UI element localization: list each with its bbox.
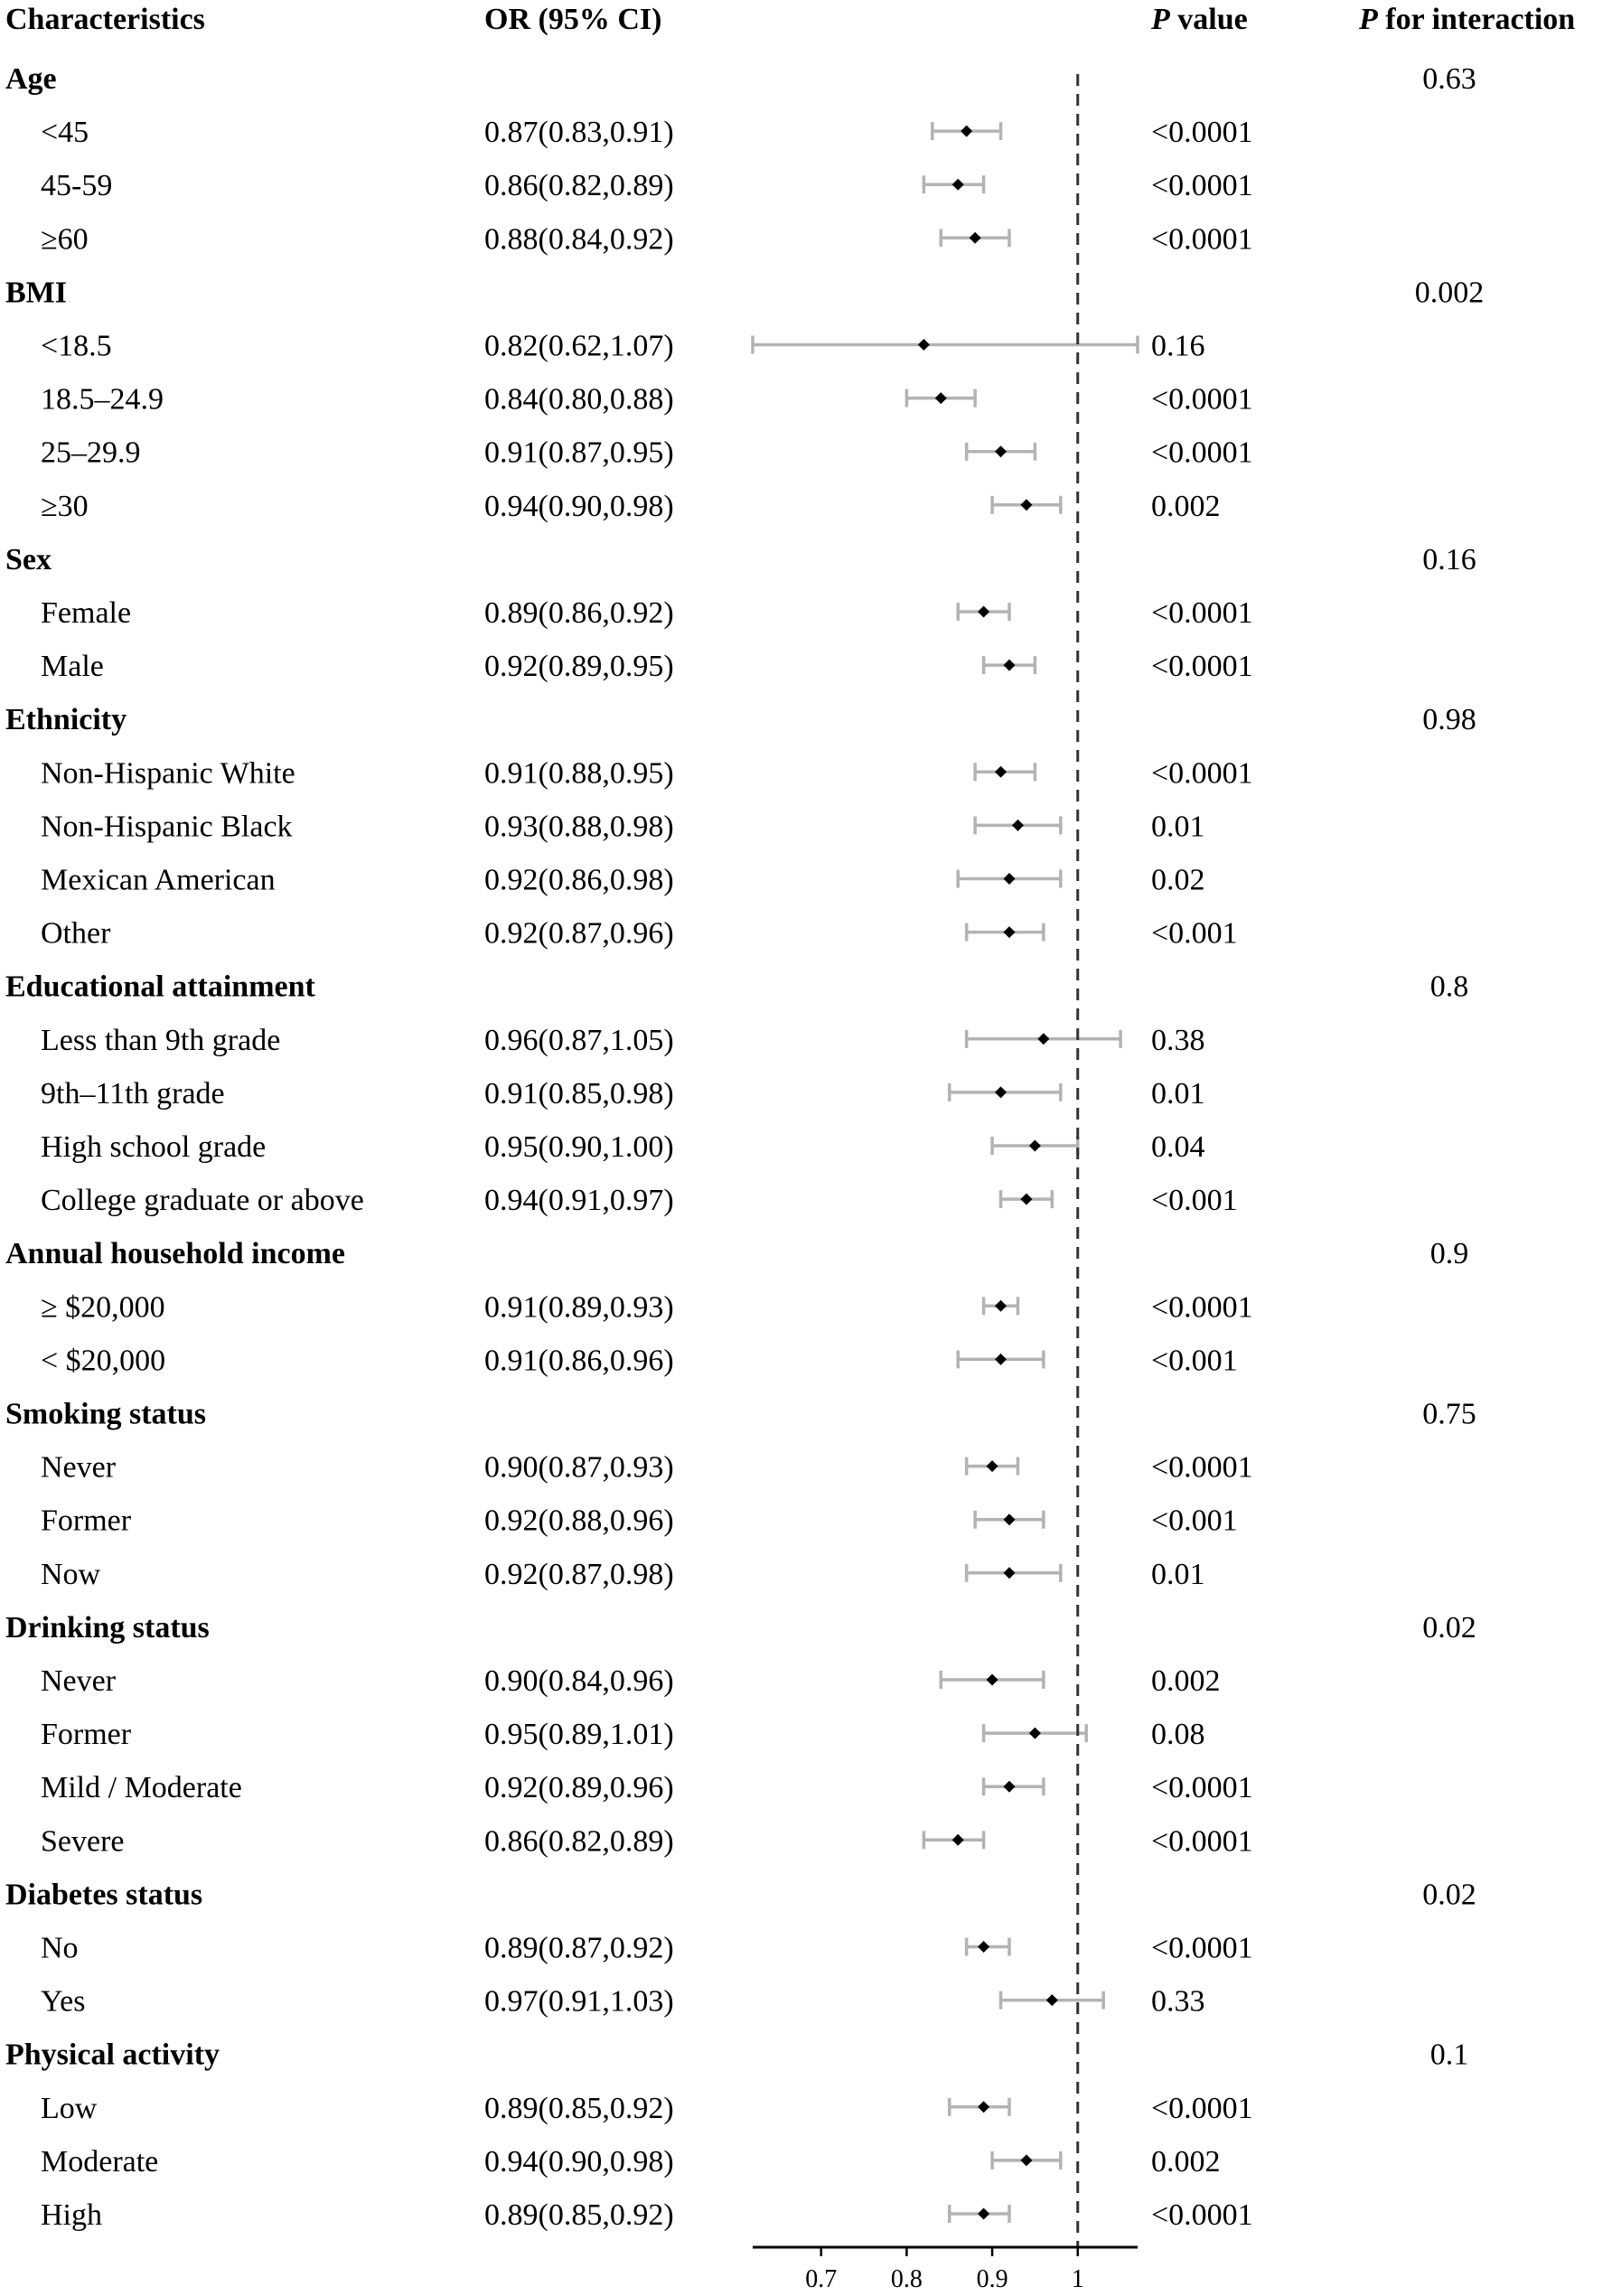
- point-estimate: [1004, 1781, 1016, 1793]
- p-value-text: <0.001: [1151, 1504, 1238, 1538]
- subgroup-label: Moderate: [41, 2144, 159, 2179]
- subgroup-label: Severe: [41, 1824, 125, 1859]
- point-estimate: [1029, 1728, 1041, 1739]
- or-ci-text: 0.92(0.88,0.96): [484, 1504, 674, 1538]
- header-p-value-rest: value: [1169, 3, 1248, 36]
- point-estimate: [1012, 820, 1024, 831]
- subgroup-row: [41, 756, 1253, 790]
- or-ci-text: 0.91(0.86,0.96): [484, 1344, 674, 1378]
- p-value-text: <0.0001: [1151, 1290, 1253, 1325]
- p-value-text: <0.0001: [1151, 650, 1253, 684]
- or-ci-text: 0.90(0.84,0.96): [484, 1664, 674, 1698]
- p-value-text: <0.0001: [1151, 169, 1253, 203]
- subgroup-row: [41, 1130, 1205, 1164]
- subgroup-label: ≥60: [41, 222, 89, 257]
- or-ci-text: 0.89(0.87,0.92): [484, 1931, 674, 1965]
- header-p-interaction-rest: for interaction: [1377, 3, 1576, 36]
- subgroup-label: High school grade: [41, 1130, 267, 1164]
- subgroup-label: Female: [41, 596, 132, 630]
- or-ci-text: 0.87(0.83,0.91): [484, 116, 674, 150]
- p-value-text: 0.38: [1151, 1023, 1205, 1057]
- or-ci-text: 0.90(0.87,0.93): [484, 1450, 674, 1485]
- group-label: Diabetes status: [5, 1878, 203, 1912]
- group-label: BMI: [5, 276, 67, 310]
- subgroup-row: [41, 1718, 1205, 1751]
- group-6: [5, 1398, 1476, 1591]
- subgroup-row: [41, 810, 1205, 843]
- p-value-text: 0.02: [1151, 863, 1205, 897]
- subgroup-label: No: [41, 1931, 79, 1965]
- subgroup-row: [41, 864, 1205, 897]
- subgroup-label: 9th–11th grade: [41, 1076, 225, 1111]
- subgroup-row: [41, 917, 1238, 951]
- subgroup-row: [41, 1985, 1205, 2019]
- p-interaction-value: 0.98: [1422, 703, 1476, 737]
- subgroup-row: [41, 1451, 1253, 1485]
- p-interaction-value: 0.02: [1422, 1878, 1476, 1912]
- subgroup-label: ≥30: [41, 489, 89, 523]
- x-axis-tick-label: 0.8: [890, 2265, 923, 2293]
- point-estimate: [1029, 1140, 1041, 1152]
- group-0: [5, 62, 1476, 256]
- p-interaction-value: 0.75: [1422, 1397, 1476, 1431]
- p-value-text: 0.002: [1151, 489, 1221, 523]
- point-estimate: [1046, 1994, 1058, 2006]
- header-p-value-italic: P: [1151, 3, 1170, 36]
- subgroup-label: Mexican American: [41, 863, 276, 897]
- point-estimate: [1004, 1567, 1016, 1579]
- or-ci-text: 0.92(0.87,0.96): [484, 916, 674, 951]
- p-value-text: 0.01: [1151, 1076, 1205, 1111]
- or-ci-text: 0.92(0.86,0.98): [484, 863, 674, 897]
- subgroup-row: [41, 1504, 1238, 1538]
- subgroup-label: High: [41, 2198, 102, 2232]
- subgroup-label: ≥ $20,000: [41, 1290, 165, 1325]
- group-8: [5, 1878, 1476, 2018]
- or-ci-text: 0.95(0.90,1.00): [484, 1130, 674, 1164]
- subgroup-row: [41, 490, 1221, 523]
- p-value-text: <0.0001: [1151, 756, 1253, 791]
- p-value-text: 0.002: [1151, 1664, 1221, 1698]
- or-ci-text: 0.91(0.89,0.93): [484, 1290, 674, 1325]
- subgroup-label: 45-59: [41, 169, 113, 203]
- subgroup-label: <18.5: [41, 329, 112, 363]
- subgroup-row: [41, 1664, 1221, 1698]
- subgroup-row: [41, 1932, 1253, 1965]
- group-label: Annual household income: [5, 1237, 345, 1271]
- p-value-text: <0.0001: [1151, 1771, 1253, 1805]
- point-estimate: [995, 1086, 1007, 1098]
- subgroup-row: [41, 1824, 1253, 1858]
- or-ci-text: 0.86(0.82,0.89): [484, 169, 674, 203]
- p-value-text: <0.001: [1151, 1184, 1238, 1218]
- subgroup-row: [41, 1344, 1238, 1377]
- p-value-text: 0.01: [1151, 1557, 1205, 1591]
- p-interaction-value: 0.63: [1422, 62, 1476, 96]
- x-axis-tick-label: 0.7: [805, 2265, 838, 2293]
- or-ci-text: 0.92(0.87,0.98): [484, 1557, 674, 1591]
- group-9: [5, 2038, 1468, 2232]
- subgroup-row: [41, 1024, 1205, 1057]
- point-estimate: [987, 1460, 998, 1472]
- p-interaction-value: 0.02: [1422, 1610, 1476, 1645]
- point-estimate: [1004, 926, 1016, 938]
- or-ci-text: 0.95(0.89,1.01): [484, 1718, 674, 1752]
- or-ci-text: 0.94(0.90,0.98): [484, 2144, 674, 2179]
- or-ci-text: 0.93(0.88,0.98): [484, 810, 674, 844]
- point-estimate: [978, 1941, 989, 1953]
- subgroup-label: < $20,000: [41, 1344, 166, 1378]
- subgroup-row: [41, 383, 1253, 417]
- subgroup-row: [41, 2092, 1253, 2125]
- p-value-text: 0.002: [1151, 2144, 1221, 2179]
- subgroup-label: Never: [41, 1450, 117, 1485]
- or-ci-text: 0.94(0.90,0.98): [484, 489, 674, 523]
- subgroup-row: [41, 2198, 1253, 2232]
- point-estimate: [987, 1674, 998, 1686]
- p-interaction-value: 0.16: [1422, 542, 1476, 576]
- or-ci-text: 0.91(0.85,0.98): [484, 1076, 674, 1111]
- point-estimate: [935, 392, 947, 404]
- subgroup-label: Non-Hispanic Black: [41, 810, 293, 844]
- p-value-text: <0.0001: [1151, 222, 1253, 257]
- or-ci-text: 0.91(0.87,0.95): [484, 436, 674, 470]
- subgroup-row: [41, 596, 1253, 630]
- subgroup-row: [41, 1290, 1253, 1324]
- p-value-text: <0.0001: [1151, 596, 1253, 630]
- subgroup-label: Former: [41, 1718, 132, 1752]
- subgroup-row: [41, 436, 1253, 470]
- subgroup-row: [41, 169, 1253, 202]
- p-value-text: <0.001: [1151, 916, 1238, 951]
- header-p-value: [1150, 3, 1248, 36]
- or-ci-text: 0.82(0.62,1.07): [484, 329, 674, 363]
- subgroup-label: Non-Hispanic White: [41, 756, 295, 791]
- subgroup-label: Less than 9th grade: [41, 1023, 281, 1057]
- subgroup-row: [41, 1771, 1253, 1804]
- subgroup-label: Never: [41, 1664, 117, 1698]
- point-estimate: [1020, 2154, 1032, 2166]
- subgroup-label: Male: [41, 650, 104, 684]
- group-1: [5, 276, 1484, 522]
- group-label: Smoking status: [5, 1397, 207, 1431]
- point-estimate: [978, 2101, 989, 2113]
- subgroup-label: 18.5–24.9: [41, 382, 164, 417]
- point-estimate: [995, 766, 1007, 778]
- p-value-text: <0.0001: [1151, 2091, 1253, 2125]
- x-axis-tick-label: 0.9: [976, 2265, 1008, 2293]
- subgroup-row: [41, 116, 1253, 149]
- header-p-interaction-italic: P: [1359, 3, 1378, 36]
- point-estimate: [961, 126, 972, 137]
- subgroup-label: Low: [41, 2091, 98, 2125]
- x-axis: [753, 2247, 1138, 2293]
- subgroup-row: [41, 1558, 1205, 1591]
- or-ci-text: 0.88(0.84,0.92): [484, 222, 674, 257]
- or-ci-text: 0.92(0.89,0.96): [484, 1771, 674, 1805]
- subgroup-row: [41, 2145, 1221, 2179]
- point-estimate: [952, 1834, 964, 1846]
- group-label: Ethnicity: [5, 703, 127, 737]
- subgroup-label: <45: [41, 116, 89, 150]
- group-label: Age: [5, 62, 57, 96]
- or-ci-text: 0.89(0.85,0.92): [484, 2198, 674, 2232]
- or-ci-text: 0.91(0.88,0.95): [484, 756, 674, 791]
- point-estimate: [970, 232, 981, 244]
- p-value-text: <0.0001: [1151, 1931, 1253, 1965]
- p-value-text: <0.0001: [1151, 116, 1253, 150]
- header-or-ci: OR (95% CI): [484, 3, 662, 36]
- point-estimate: [1004, 660, 1016, 671]
- p-interaction-value: 0.002: [1414, 276, 1485, 310]
- group-label: Physical activity: [5, 2038, 220, 2072]
- subgroup-label: Other: [41, 916, 111, 951]
- group-label: Sex: [5, 542, 52, 576]
- or-ci-text: 0.89(0.85,0.92): [484, 2091, 674, 2125]
- p-value-text: <0.0001: [1151, 2198, 1253, 2232]
- subgroup-row: [41, 222, 1253, 256]
- point-estimate: [978, 2208, 989, 2220]
- subgroup-label: 25–29.9: [41, 436, 141, 470]
- p-value-text: <0.0001: [1151, 436, 1253, 470]
- subgroup-label: Former: [41, 1504, 132, 1538]
- point-estimate: [1004, 873, 1016, 885]
- header-characteristics: Characteristics: [5, 3, 205, 36]
- point-estimate: [1037, 1033, 1049, 1045]
- point-estimate: [1020, 1194, 1032, 1205]
- subgroup-label: Yes: [41, 1984, 86, 2019]
- p-interaction-value: 0.9: [1429, 1237, 1469, 1271]
- point-estimate: [952, 179, 964, 191]
- point-estimate: [995, 1300, 1007, 1312]
- point-estimate: [978, 606, 989, 618]
- subgroup-label: Now: [41, 1557, 101, 1591]
- subgroup-row: [41, 1184, 1238, 1217]
- subgroup-row: [41, 330, 1205, 363]
- p-interaction-value: 0.8: [1429, 970, 1469, 1004]
- or-ci-text: 0.84(0.80,0.88): [484, 382, 674, 417]
- or-ci-text: 0.97(0.91,1.03): [484, 1984, 674, 2019]
- point-estimate: [995, 445, 1007, 457]
- subgroup-row: [41, 1077, 1205, 1111]
- or-ci-text: 0.96(0.87,1.05): [484, 1023, 674, 1057]
- or-ci-text: 0.94(0.91,0.97): [484, 1184, 674, 1218]
- p-value-text: <0.0001: [1151, 1450, 1253, 1485]
- subgroup-label: Mild / Moderate: [41, 1771, 242, 1805]
- p-value-text: 0.04: [1151, 1130, 1205, 1164]
- or-ci-text: 0.92(0.89,0.95): [484, 650, 674, 684]
- point-estimate: [995, 1354, 1007, 1365]
- header-row: [5, 3, 1575, 36]
- p-value-text: 0.08: [1151, 1718, 1205, 1752]
- or-ci-text: 0.89(0.86,0.92): [484, 596, 674, 630]
- p-value-text: 0.33: [1151, 1984, 1205, 2019]
- point-estimate: [918, 339, 930, 351]
- or-ci-text: 0.86(0.82,0.89): [484, 1824, 674, 1859]
- group-2: [5, 543, 1476, 683]
- x-axis-tick-label: 1: [1071, 2265, 1084, 2293]
- point-estimate: [1004, 1513, 1016, 1525]
- p-value-text: 0.16: [1151, 329, 1205, 363]
- point-estimate: [1020, 499, 1032, 511]
- group-label: Drinking status: [5, 1610, 210, 1645]
- p-interaction-value: 0.1: [1429, 2038, 1469, 2072]
- group-7: [5, 1611, 1476, 1858]
- subgroup-label: College graduate or above: [41, 1184, 364, 1218]
- p-value-text: <0.001: [1151, 1344, 1238, 1378]
- group-5: [5, 1237, 1468, 1377]
- subgroup-row: [41, 650, 1253, 683]
- p-value-text: <0.0001: [1151, 382, 1253, 417]
- group-4: [5, 970, 1468, 1217]
- group-3: [5, 703, 1476, 950]
- p-value-text: 0.01: [1151, 810, 1205, 844]
- p-value-text: <0.0001: [1151, 1824, 1253, 1859]
- group-label: Educational attainment: [5, 970, 315, 1004]
- header-p-interaction: [1358, 3, 1575, 36]
